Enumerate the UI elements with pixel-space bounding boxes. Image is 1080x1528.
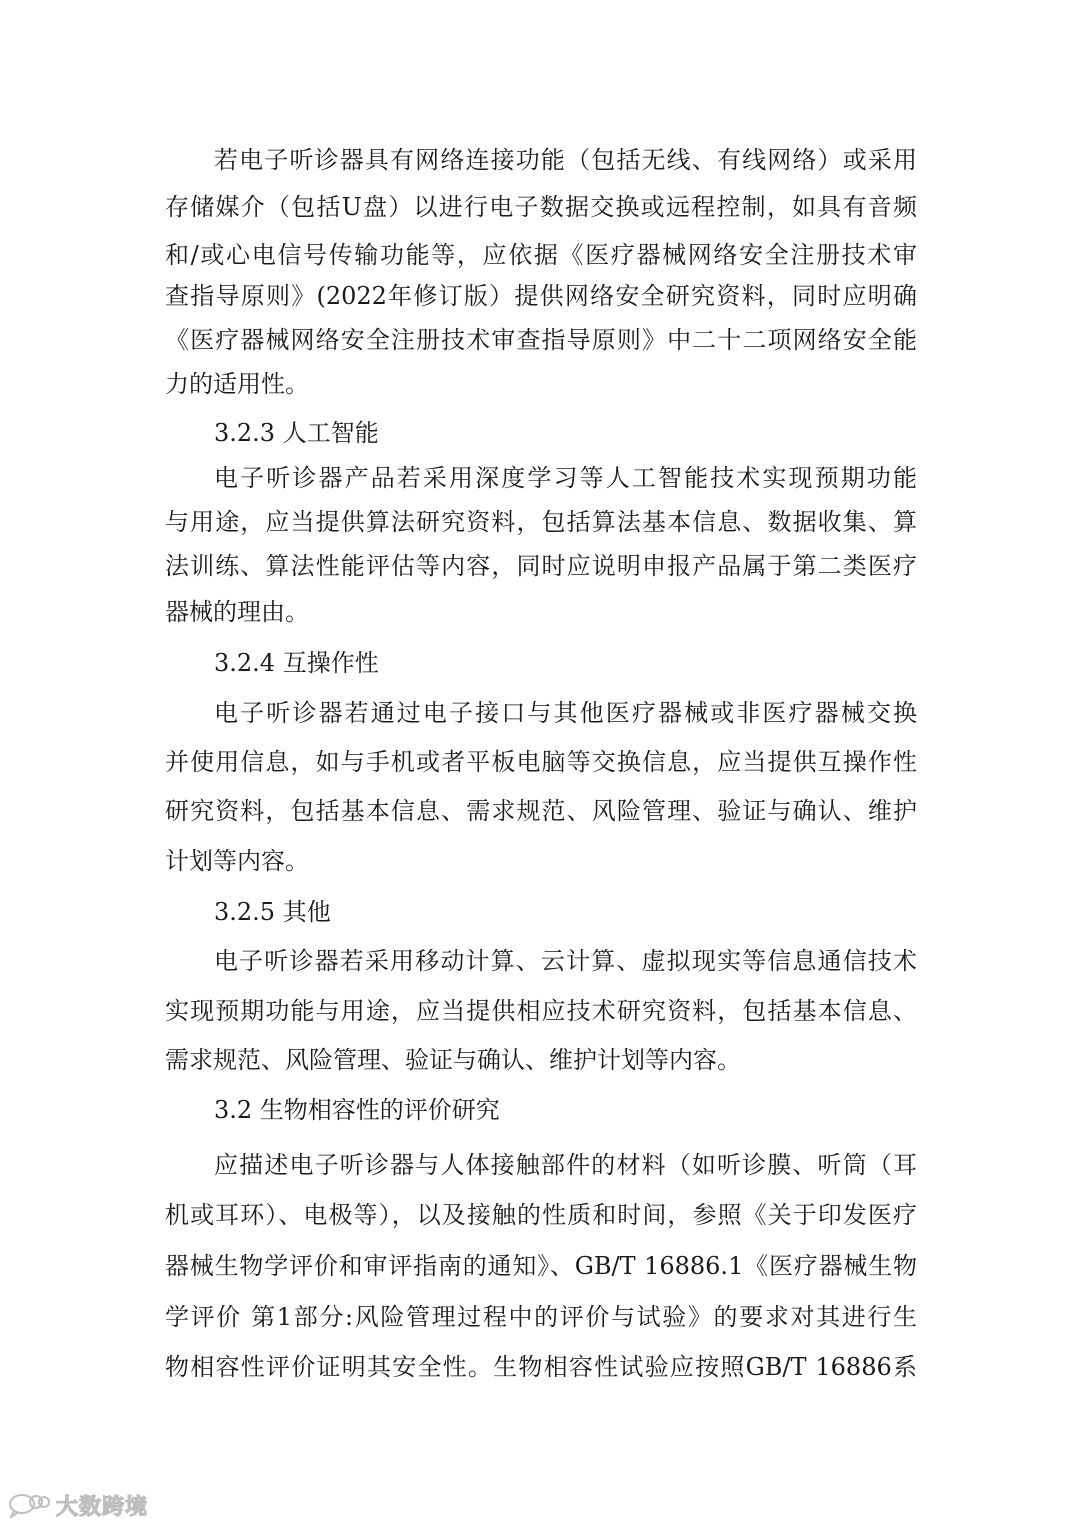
paragraph-line: 需求规范、风险管理、验证与确认、维护计划等内容。 — [165, 1046, 741, 1074]
section-heading-interop: 3.2.4 互操作性 — [214, 649, 379, 677]
paragraph-line: 器械的理由。 — [165, 598, 309, 626]
paragraph-line: 物相容性评价证明其安全性。生物相容性试验应按照GB/T 16886系 — [165, 1353, 917, 1381]
section-heading-biocompatibility: 3.2 生物相容性的评价研究 — [214, 1096, 500, 1124]
paragraph-line: 并使用信息，如与手机或者平板电脑等交换信息，应当提供互操作性 — [165, 748, 917, 776]
paragraph-line: 实现预期功能与用途，应当提供相应技术研究资料，包括基本信息、 — [165, 997, 917, 1025]
paragraph-line: 存储媒介（包括U盘）以进行电子数据交换或远程控制，如具有音频 — [165, 193, 917, 221]
paragraph-line: 力的适用性。 — [165, 370, 309, 398]
paragraph-line: 电子听诊器若通过电子接口与其他医疗器械或非医疗器械交换 — [214, 699, 917, 727]
section-heading-ai: 3.2.3 人工智能 — [214, 419, 379, 447]
paragraph-line: 与用途，应当提供算法研究资料，包括算法基本信息、数据收集、算 — [165, 508, 917, 536]
paragraph-line: 研究资料，包括基本信息、需求规范、风险管理、验证与确认、维护 — [165, 797, 917, 825]
paragraph-line: 学评价 第1部分:风险管理过程中的评价与试验》的要求对其进行生 — [165, 1303, 917, 1331]
paragraph-line: 计划等内容。 — [165, 847, 309, 875]
paragraph-line: 器械生物学评价和审评指南的通知》、GB/T 16886.1《医疗器械生物 — [165, 1252, 917, 1280]
chat-bubble-logo-icon — [8, 1492, 50, 1518]
paragraph-line: 应描述电子听诊器与人体接触部件的材料（如听诊膜、听筒（耳 — [214, 1151, 917, 1179]
watermark — [8, 1488, 148, 1522]
paragraph-line: 电子听诊器产品若采用深度学习等人工智能技术实现预期功能 — [214, 464, 917, 492]
watermark-text: 大数跨境 — [56, 1494, 149, 1520]
paragraph-line: 《医疗器械网络安全注册技术审查指导原则》中二十二项网络安全能 — [165, 326, 917, 354]
paragraph-line: 机或耳环）、电极等），以及接触的性质和时间，参照《关于印发医疗 — [165, 1201, 917, 1229]
paragraph-line: 法训练、算法性能评估等内容，同时应说明申报产品属于第二类医疗 — [165, 552, 917, 580]
paragraph-line: 电子听诊器若采用移动计算、云计算、虚拟现实等信息通信技术 — [214, 947, 917, 975]
section-heading-other: 3.2.5 其他 — [214, 898, 331, 926]
paragraph-line: 若电子听诊器具有网络连接功能（包括无线、有线网络）或采用 — [214, 146, 917, 174]
paragraph-line: 查指导原则》(2022年修订版）提供网络安全研究资料，同时应明确 — [165, 282, 917, 310]
paragraph-line: 和/或心电信号传输功能等，应依据《医疗器械网络安全注册技术审 — [165, 241, 917, 269]
